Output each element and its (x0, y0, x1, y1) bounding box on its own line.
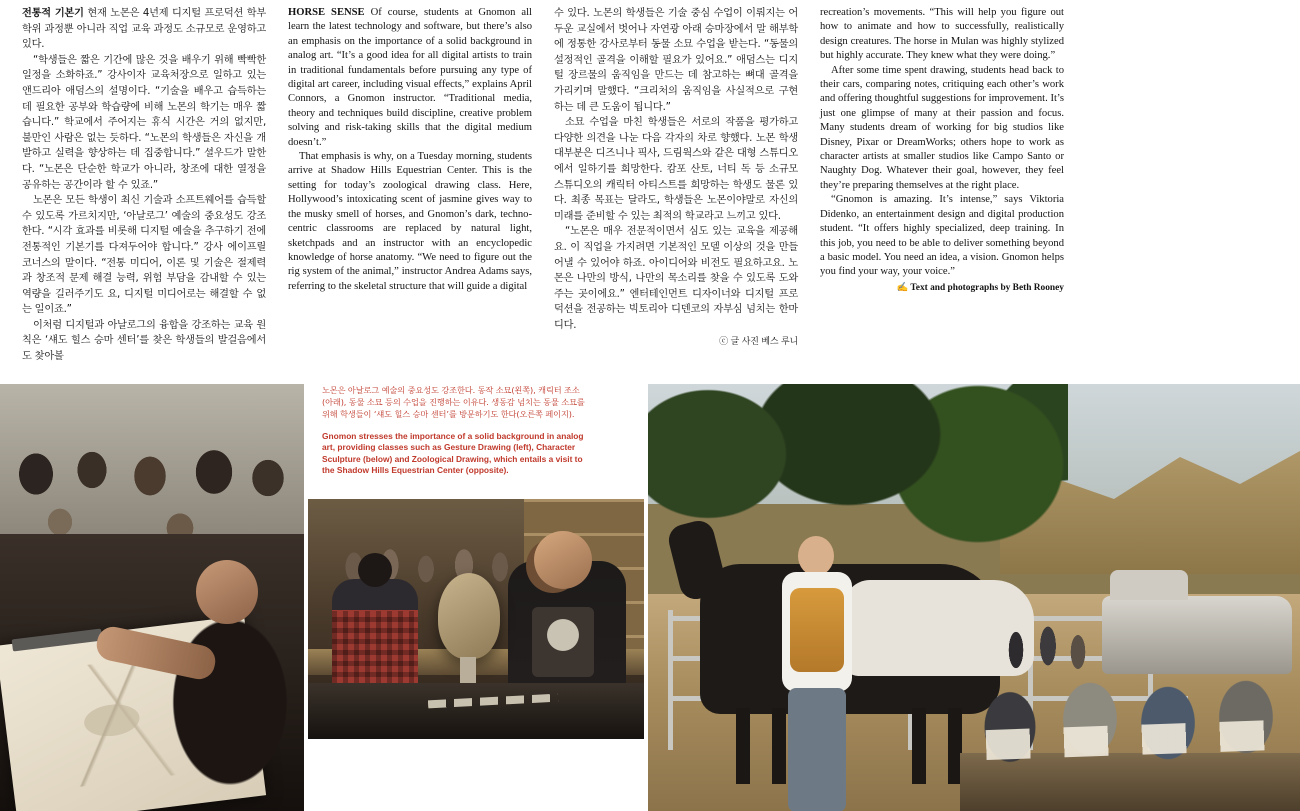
text-column-1 (22, 6, 266, 372)
zoological-drawing-photo (648, 384, 1300, 811)
text-column-4 (820, 6, 1064, 372)
column-1-para-2: “학생들은 짧은 기간에 많은 것을 배우기 위해 빡빡한 일정을 소화하죠.” 강사이자 교육처장으로 일하고 있는 앤드리아 애덤스의 설명이다. “기술을 배우고 습득하는 데 필요한 공부와 학습량에 비해 노몬의 학기는 매우 짧습니다.” 학교에서 주어지는 휴식 시간은 거의 없지만, 불만인 사람은 없는 듯하다. “노몬의 학생들은 자신을 개발하고 실력을 향상하는 데 집중합니다.” 셜우드가 말한다. “노몬은 단순한 학교가 아니라, 창조에 대한 열정을 공유하는 공간이라 할 수 있죠.” (22, 54, 266, 191)
text-column-2 (288, 6, 532, 372)
column-2-lead: HORSE SENSE (288, 7, 365, 18)
horse-photo-leg (736, 708, 750, 784)
column-1-para-4: 이처럼 디지털과 아날로그의 융합을 강조하는 교육 원칙은 ‘섀도 힐스 승마 센터’를 찾은 학생들의 발걸음에서도 찾아볼 (22, 319, 266, 363)
column-4-para-2: After some time spent drawing, students head back to their cars, comparing notes, critiquing each other’s work and offering thoughtful suggestions for improvement. It’s just one glimpse of many at their passion and focus. Many students dream of working for big studios like Disney, Pixar or DreamWorks; others hope to work as character artists at smaller studios like Campo Santo or Naughty Dog. Whatever their goal, however, they feel they’re preparing themselves at the right place. (820, 64, 1064, 191)
caption-english: Gnomon stresses the importance of a solid background in analog art, providing classes such as Gesture Drawing (left), Character Sculpture (below) and Zoological Drawing, which entails a visit to the Shadow Hills Equestrian Center (opposite). (322, 430, 584, 476)
sculpture-photo-tabletop (308, 683, 644, 739)
column-1-para-1: 현재 노몬은 4년제 디지털 프로덕션 학부 학위 과정뿐 아니라 직업 교육 과정도 소규모로 운영하고 있다. (22, 8, 267, 51)
article-columns (0, 0, 1300, 372)
column-4-para-1: recreation’s movements. “This will help you figure out how to animate and how to successfully, realistically design creatures. The horse in Mulan was highly stylized but highly accurate. They knew what they were doing.” (820, 7, 1064, 62)
character-sculpture-photo (308, 499, 644, 739)
column-4-credit: ✍ Text and photographs by Beth Rooney (896, 282, 1064, 293)
text-column-3 (554, 6, 798, 372)
gesture-drawing-photo (0, 384, 304, 811)
horse-photo-student-with-backpack (768, 536, 864, 811)
horse-photo-leg (912, 708, 926, 784)
sculpture-photo-student-left (332, 579, 418, 699)
column-1-para-3: 노몬은 모든 학생이 최신 기술과 소프트웨어를 습득할 수 있도록 가르치지만, ‘아날로그’ 예술의 중요성도 강조한다. “시각 효과를 비롯해 디지털 예술을 추구하기 전에 전통적인 기본기를 다져두어야 합니다.” 강사 에이프릴 코너스의 말이다. “전통 미디어, 이론 및 기술은 절제력과 창조적 문제 해결 능력, 위험 부담을 감내할 수 있는 역량을 길러주기도 요, 디지털 미디어로는 해결할 수 없는 일이죠.” (22, 195, 266, 316)
column-3-para-3: “노몬은 매우 전문적이면서 심도 있는 교육을 제공해요. 이 직업을 가지려면 기본적인 모델 이상의 것을 만들어낼 수 있어야 하죠. 아이디어와 비전도 필요하고요. 노몬은 나만의 방식, 나만의 목소리를 찾을 수 있도록 도와주는 곳이에요.” 엔터테인먼트 디자이너와 디지털 프로덕션을 전공하는 빅토리아 디덴코의 자부심 넘치는 한마디다. (554, 226, 798, 331)
column-4-para-3: “Gnomon is amazing. It’s intense,” says Viktoria Didenko, an entertainment design and digital production student. “It offers highly specialized, deep training. In this job, you need to be able to deliver something beyond a basic model. You need an idea, a vision. Gnomon helps you find your way, your voice.” (820, 194, 1064, 278)
column-1-lead: 전통적 기본기 (22, 8, 84, 19)
horse-photo-fence-posts (668, 610, 673, 750)
horse-photo-student-jeans (788, 688, 846, 811)
horse-photo-student-head (798, 536, 834, 576)
gesture-photo-artist-head (196, 560, 258, 624)
backpack-icon (790, 588, 844, 672)
column-2-para-1: Of course, students at Gnomon all learn the latest technology and software, but there’s also an emphasis on the importance of a solid background in analog art. “It’s a good idea for all digital artists to train in traditional fundamentals before pursuing any type of digital art career, including visual effects,” explains April Connors, a Gnomon instructor. “Traditional media, theory and techniques build discipline, creative problem solving and risk-taking skills that the digital medium doesn’t.” (288, 7, 532, 148)
column-3-para-2: 소묘 수업을 마친 학생들은 서로의 작품을 평가하고 다양한 의견을 나눈 다음 각자의 차로 향했다. 노몬 학생 대부분은 디즈니나 픽사, 드림웍스와 같은 대형 스튜디오에서 일하기를 희망한다. 캄포 산토, 너티 독 등 소규모 스튜디오의 캐릭터 아티스트를 희망하는 학생도 물론 있다. 최종 목표는 달라도, 학생들은 노몬이야말로 자신의 미래를 준비할 수 있는 최적의 학교라고 느끼고 있다. (554, 117, 798, 222)
sculpture-photo-clay-bust (438, 573, 500, 659)
column-2-para-2: That emphasis is why, on a Tuesday morning, students arrive at Shadow Hills Equestrian Center. This is the setting for today’s zoological drawing class. Here, Hollywood’s intoxicating scent of jasmine gives way to the musky smell of horses, and Gnomon’s dark, techno-centric classrooms are replaced by natural light, sketchpads and an instructor with an encyclopedic knowledge of horse anatomy. “We need to figure out the rig system of the animal,” instructor Andrea Adams says, referring to the skeletal structure that will guide a digital (288, 151, 532, 292)
column-3-credit: ⓒ 글 사진 베스 루니 (719, 337, 798, 348)
caption-korean: 노몬은 아날로그 예술의 중요성도 강조한다. 동작 소묘(왼쪽), 캐릭터 조소(아래), 동물 소묘 등의 수업을 진행하는 이유다. 생동감 넘치는 동물 소묘를 위해 학생들이 ‘섀도 힐스 승마 센터’를 방문하기도 한다(오른쪽 페이지). (322, 385, 585, 420)
photo-caption-block (322, 384, 590, 477)
column-3-para-1: 수 있다. 노몬의 학생들은 기술 중심 수업이 이뤄지는 어두운 교실에서 벗어나 자연광 아래 승마장에서 말 해부학에 정통한 강사로부터 동물 소묘 수업을 받는다. “동물의 설정적인 골격을 이해할 필요가 있어요.” 애덤스는 디지털 장르물의 움직임을 만드는 데 참고하는 뼈대 골격을 가리키며 말했다. “크리처의 움직임을 사실적으로 구현하는 데 큰 도움이 됩니다.” (554, 8, 798, 113)
